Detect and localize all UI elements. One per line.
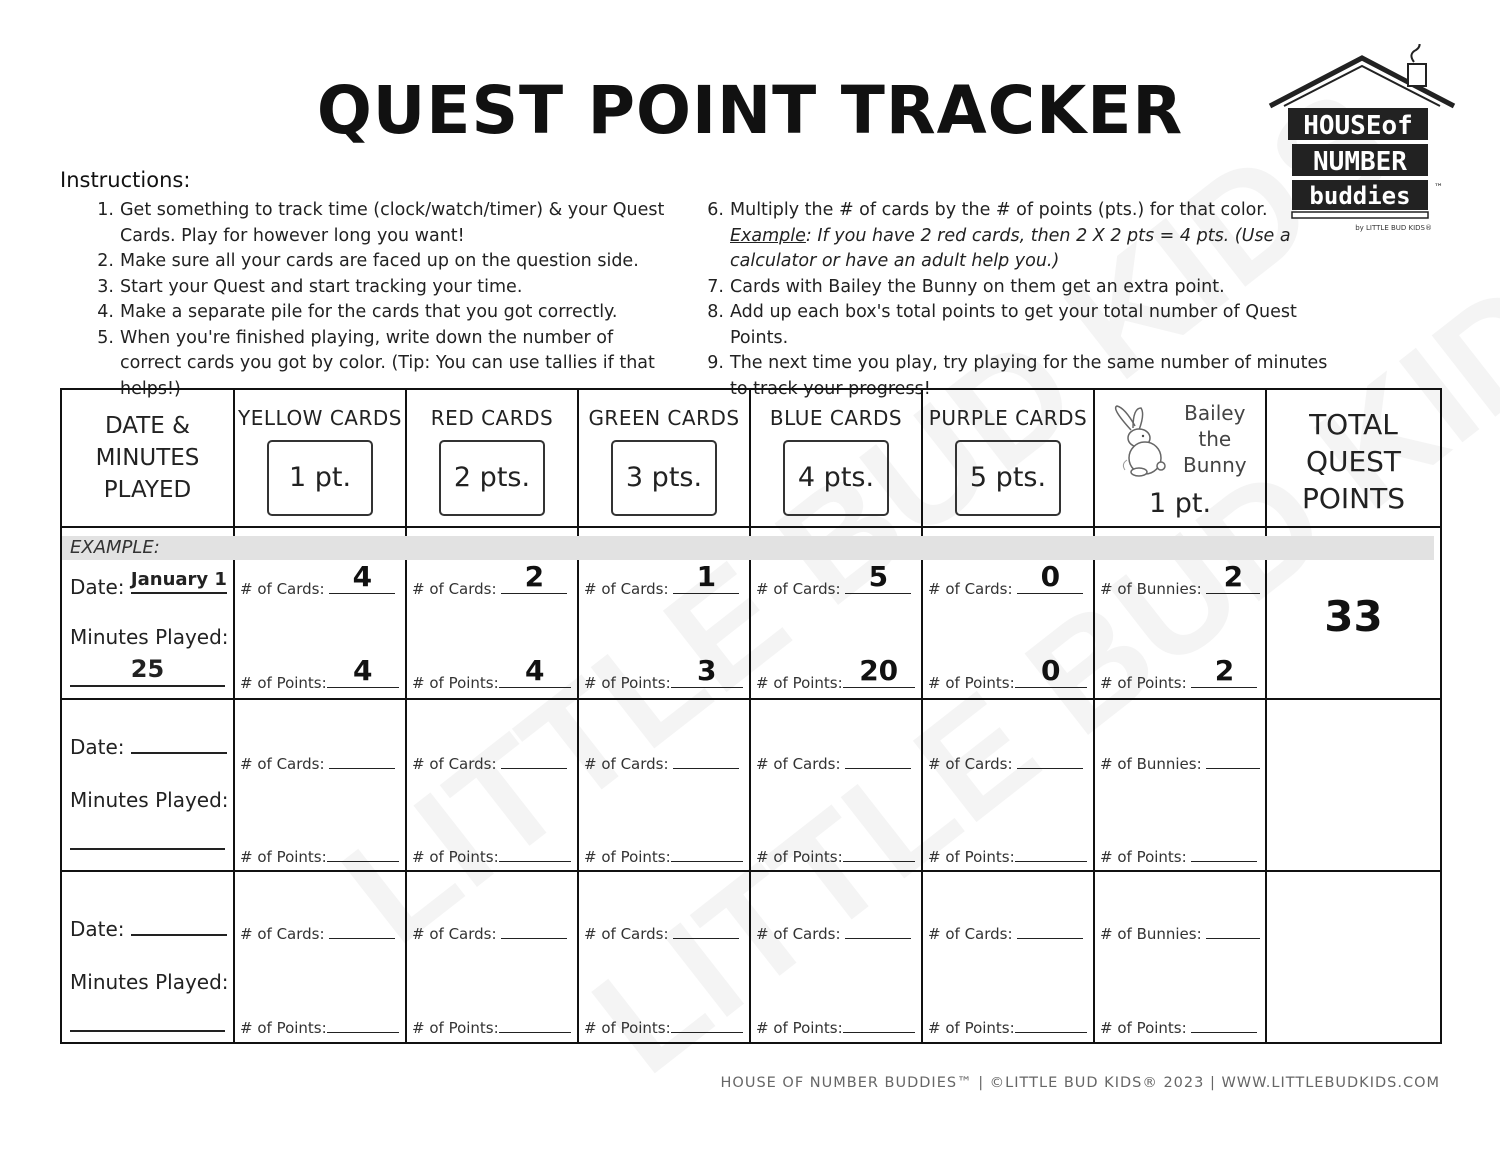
instruction-item: 5. When you're finished playing, write down the number of correct cards you got by color. (Tip: You can use tallies if that helps!) — [97, 327, 655, 399]
bunny-icon — [1109, 400, 1179, 480]
points-field[interactable]: # of Points: — [928, 1014, 1087, 1037]
purple-cards-header: PURPLE CARDS 5 pts. — [922, 389, 1094, 527]
points-field: # of Points: 20 — [756, 669, 915, 692]
instructions-heading: Instructions: — [60, 168, 191, 192]
purple-cell — [922, 871, 1094, 1043]
cards-field: # of Cards: 1 — [584, 575, 739, 598]
header-row — [61, 389, 1441, 527]
points-field: # of Points: 3 — [584, 669, 743, 692]
total-value: 33 — [1324, 592, 1383, 641]
date-cell — [61, 871, 234, 1043]
total-cell[interactable] — [1266, 871, 1441, 1043]
date-cell — [61, 527, 234, 699]
instructions-right-list — [700, 198, 1340, 402]
points-field[interactable]: # of Points: — [928, 843, 1087, 866]
instruction-item: 2. Make sure all your cards are faced up on the question side. — [97, 251, 639, 271]
points-box: 5 pts. — [955, 440, 1061, 516]
minutes-value: 25 — [130, 655, 165, 683]
bunnies-field[interactable]: # of Bunnies: — [1100, 920, 1260, 943]
date-header: DATE & MINUTES PLAYED — [61, 389, 234, 527]
bunnies-field[interactable]: # of Bunnies: — [1100, 750, 1260, 773]
footer-credits: HOUSE OF NUMBER BUDDIES™ | ©LITTLE BUD KIDS® 2023 | WWW.LITTLEBUDKIDS.COM — [720, 1075, 1440, 1091]
logo-line-3: buddies — [1309, 182, 1411, 210]
blue-cell — [750, 871, 922, 1043]
instruction-item: 8. Add up each box's total points to get your total number of Quest Points. — [707, 302, 1297, 348]
points-field[interactable]: # of Points: — [1100, 843, 1257, 866]
cards-field: # of Cards: 0 — [928, 575, 1083, 598]
points-field[interactable]: # of Points: — [584, 1014, 743, 1037]
example-label: EXAMPLE: — [62, 536, 1434, 560]
bunnies-field: # of Bunnies: 2 — [1100, 575, 1260, 598]
points-field[interactable]: # of Points: — [756, 1014, 915, 1037]
bunny-name: Bailey the Bunny — [1183, 401, 1247, 477]
instruction-item: 7. Cards with Bailey the Bunny on them get an extra point. — [707, 276, 1225, 297]
date-field[interactable]: Date: — [70, 912, 227, 941]
red-cell — [406, 871, 578, 1043]
cards-field: # of Cards: 4 — [240, 575, 395, 598]
tracker-table — [60, 388, 1442, 1044]
points-field: # of Points: 2 — [1100, 669, 1257, 692]
cards-field[interactable]: # of Cards: — [584, 920, 739, 943]
logo-line-1: HOUSEof — [1303, 111, 1413, 141]
red-cards-header: RED CARDS 2 pts. — [406, 389, 578, 527]
instruction-item: 4. Make a separate pile for the cards that you got correctly. — [97, 302, 618, 322]
green-cell — [578, 699, 750, 871]
cards-field[interactable]: # of Cards: — [928, 750, 1083, 773]
points-field[interactable]: # of Points: — [412, 843, 571, 866]
cards-field[interactable]: # of Cards: — [756, 750, 911, 773]
points-field: # of Points: 4 — [412, 669, 571, 692]
points-box: 4 pts. — [783, 440, 889, 516]
points-box: 2 pts. — [439, 440, 545, 516]
instruction-example: Example: If you have 2 red cards, then 2 X 2 pts = 4 pts. (Use a calculator or have an adult help you.) — [730, 225, 1291, 271]
date-field[interactable]: Date: — [70, 730, 227, 759]
instruction-item: 3. Start your Quest and start tracking your time. — [97, 276, 523, 297]
minutes-field[interactable] — [70, 1000, 225, 1032]
points-box: 3 pts. — [611, 440, 717, 516]
points-field[interactable]: # of Points: — [240, 843, 399, 866]
cards-field: # of Cards: 5 — [756, 575, 911, 598]
total-header: TOTAL QUEST POINTS — [1266, 389, 1441, 527]
points-field[interactable]: # of Points: — [756, 843, 915, 866]
minutes-label: Minutes Played: — [70, 788, 229, 812]
entry-row — [61, 699, 1441, 871]
instruction-item: 6. Multiply the # of cards by the # of points (pts.) for that color. Example: If you have 2 red cards, then 2 X 2 pts = 4 pts. (Use a calculator or have an adult help you.) — [707, 200, 1291, 271]
cards-field[interactable]: # of Cards: — [584, 750, 739, 773]
instructions-left-list — [90, 198, 670, 402]
purple-cell — [922, 699, 1094, 871]
green-cell — [578, 871, 750, 1043]
blue-cell — [750, 699, 922, 871]
date-field: Date: January 1 — [70, 569, 227, 599]
cards-field[interactable]: # of Cards: — [928, 920, 1083, 943]
blue-cards-header: BLUE CARDS 4 pts. — [750, 389, 922, 527]
cards-field[interactable]: # of Cards: — [240, 920, 395, 943]
cards-field[interactable]: # of Cards: — [756, 920, 911, 943]
minutes-label: Minutes Played: — [70, 970, 229, 994]
minutes-field — [70, 655, 225, 687]
instruction-item: 9. The next time you play, try playing for the same number of minutes to track your progress! — [707, 353, 1328, 399]
points-field: # of Points: 4 — [240, 669, 399, 692]
logo-tm: ™ — [1434, 183, 1443, 193]
points-field[interactable]: # of Points: — [412, 1014, 571, 1037]
points-field: # of Points: 0 — [928, 669, 1087, 692]
bunny-points: 1 pt. — [1148, 488, 1212, 519]
total-cell[interactable] — [1266, 699, 1441, 871]
date-value: January 1 — [130, 569, 227, 590]
example-row — [61, 527, 1441, 699]
page-title: QUEST POINT TRACKER — [316, 72, 1184, 149]
logo-byline: by LITTLE BUD KIDS® — [1355, 224, 1432, 232]
points-field[interactable]: # of Points: — [240, 1014, 399, 1037]
points-field[interactable]: # of Points: — [584, 843, 743, 866]
logo-line-2: NUMBER — [1313, 147, 1407, 177]
entry-row — [61, 871, 1441, 1043]
cards-field[interactable]: # of Cards: — [412, 750, 567, 773]
minutes-field[interactable] — [70, 818, 225, 850]
bunny-cell — [1094, 871, 1266, 1043]
cards-field: # of Cards: 2 — [412, 575, 567, 598]
bunny-cell — [1094, 699, 1266, 871]
minutes-label: Minutes Played: — [70, 625, 229, 649]
cards-field[interactable]: # of Cards: — [412, 920, 567, 943]
yellow-cell — [234, 699, 406, 871]
green-cards-header: GREEN CARDS 3 pts. — [578, 389, 750, 527]
instruction-item: 1. Get something to track time (clock/watch/timer) & your Quest Cards. Play for however long you want! — [97, 200, 665, 246]
points-field[interactable]: # of Points: — [1100, 1014, 1257, 1037]
red-cell — [406, 699, 578, 871]
cards-field[interactable]: # of Cards: — [240, 750, 395, 773]
yellow-cards-header: YELLOW CARDS 1 pt. — [234, 389, 406, 527]
points-box: 1 pt. — [267, 440, 373, 516]
yellow-cell — [234, 871, 406, 1043]
bunny-header — [1094, 389, 1266, 527]
date-cell — [61, 699, 234, 871]
